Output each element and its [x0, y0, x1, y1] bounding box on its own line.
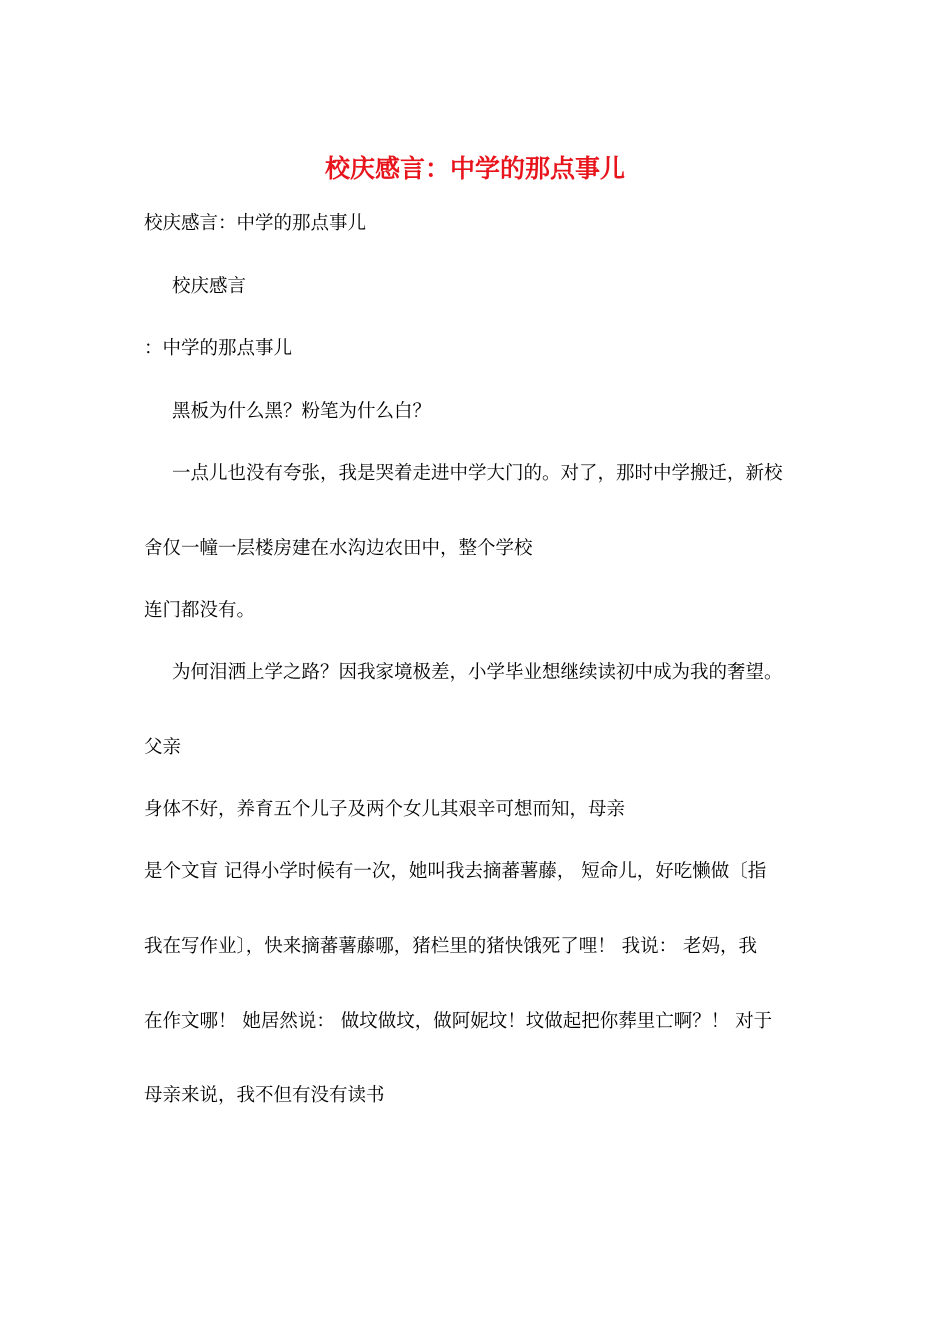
paragraph-line: 父亲 [144, 737, 182, 758]
paragraph-line: ：中学的那点事儿 [144, 338, 293, 359]
paragraph-line: 我在写作业〕，快来摘蕃薯藤哪，猪栏里的猪快饿死了哩！ 我说： 老妈，我 [144, 936, 758, 957]
paragraph-line: 是个文盲 记得小学时候有一次，她叫我去摘蕃薯藤， 短命儿，好吃懒做〔指 [144, 861, 767, 882]
paragraph-line: 校庆感言 [172, 276, 247, 297]
paragraph-line: 连门都没有。 [144, 600, 256, 621]
paragraph-line: 一点儿也没有夸张，我是哭着走进中学大门的。对了，那时中学搬迁，新校 [172, 463, 783, 484]
paragraph-line: 在作文哪！ 她居然说： 做坟做坟，做阿妮坟！坟做起把你葬里亡啊？！ 对于 [144, 1011, 773, 1032]
paragraph-line: 舍仅一幢一层楼房建在水沟边农田中，整个学校 [144, 538, 533, 559]
paragraph-line: 身体不好，养育五个儿子及两个女儿其艰辛可想而知，母亲 [144, 799, 626, 820]
paragraph-line: 母亲来说，我不但有没有读书 [144, 1085, 385, 1106]
document-title: 校庆感言：中学的那点事儿 [324, 154, 625, 183]
paragraph-line: 为何泪洒上学之路？因我家境极差，小学毕业想继续读初中成为我的奢望。 [172, 662, 783, 683]
paragraph-line: 校庆感言：中学的那点事儿 [144, 213, 367, 234]
paragraph-line: 黑板为什么黑？粉笔为什么白？ [172, 401, 432, 422]
